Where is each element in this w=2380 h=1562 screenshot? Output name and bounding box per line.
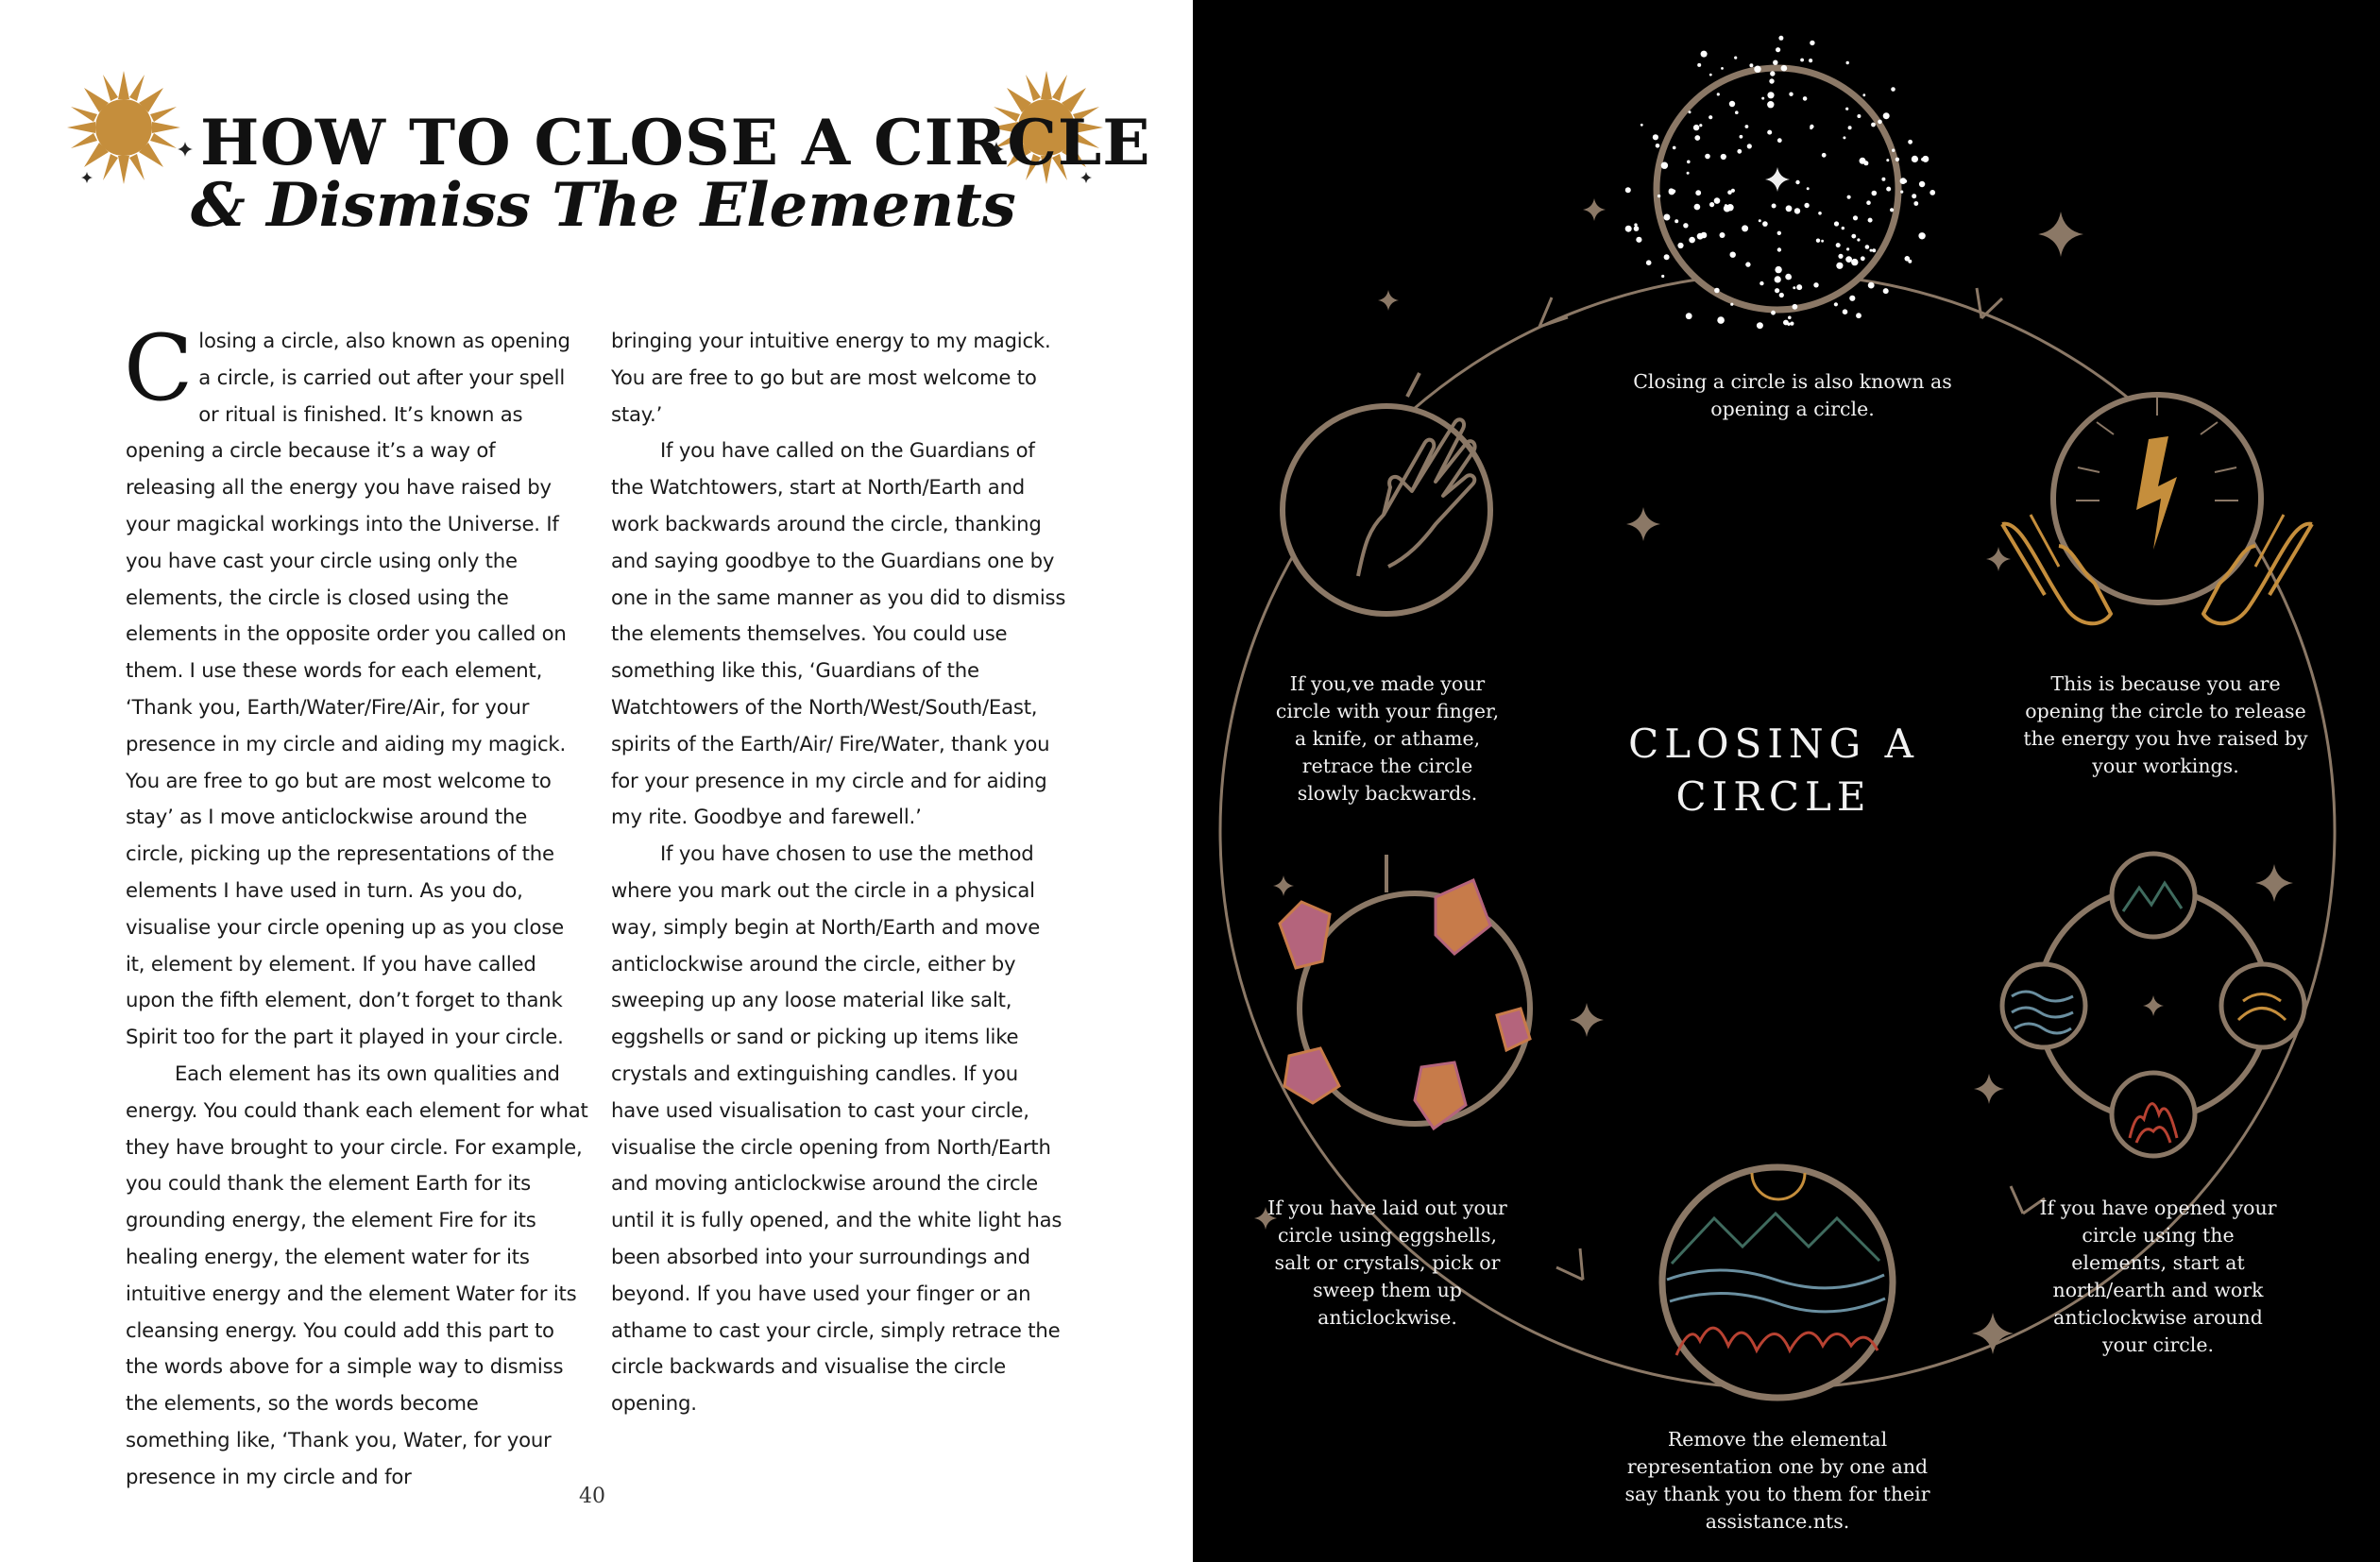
paragraph: Closing a circle, also known as opening a circle, is carried out after your spell or ritual is finished. It’s known as opening a circle because it’s a way of releasing all the energy you have raised by your magickal workings into the Universe. If you have cast your circle using only the elements, the circle is closed using the elements in the opposite order you called on them. I use these words for each element, ‘Thank you, Earth/Water/Fire/Air, for your presence in my circle and aiding my magick. You are free to go but are most welcome to stay’ as I move anticlockwise around the circle, picking up the representations of the elements I have used in turn. As you do, visualise your circle opening up as you close it, element by element. If you have called upon the fifth element, don’t forget to thank Spirit too for the part it played in your circle.	[124, 315, 570, 1049]
star-dot	[1847, 195, 1851, 199]
star-dot	[1790, 322, 1794, 326]
page-subtitle: & Dismiss The Elements	[191, 170, 1016, 241]
star-dot	[1721, 154, 1726, 160]
star-dot	[1878, 120, 1882, 125]
star-dot	[1689, 237, 1695, 244]
star-dot	[1918, 232, 1925, 239]
caption-top: Closing a circle is also known as opening a circle.	[1633, 370, 1952, 420]
star-dot	[1770, 71, 1775, 76]
star-dot	[1919, 181, 1925, 187]
star-dot	[1781, 65, 1788, 72]
star-dot	[1689, 110, 1692, 113]
star-dot	[1883, 288, 1889, 294]
star-dot	[1836, 243, 1841, 247]
caption-bottom-left: If you have laid out your circle using eggshells, salt or crystals, pick or sweep them up anticlockwise.	[1267, 1197, 1507, 1329]
star-dot	[1699, 124, 1702, 127]
star-dot	[1673, 146, 1676, 150]
drop-cap: C	[124, 315, 194, 421]
star-dot	[1775, 276, 1781, 282]
star-dot	[1730, 303, 1733, 306]
star-dot	[1851, 259, 1858, 265]
star-dot	[1745, 262, 1750, 266]
text-column-1	[124, 315, 588, 1496]
star-dot	[1857, 114, 1861, 118]
star-dot	[1860, 158, 1866, 164]
star-dot	[1800, 59, 1804, 62]
star-dot	[1842, 227, 1844, 229]
page-number: 40	[579, 1485, 605, 1508]
star-dot	[1734, 57, 1737, 59]
star-dot	[1664, 254, 1670, 260]
star-dot	[1674, 219, 1678, 223]
star-dot	[1636, 237, 1641, 243]
star-dot	[1779, 293, 1784, 297]
star-dot	[1834, 221, 1839, 226]
star-dot	[1862, 93, 1865, 96]
star-dot	[1762, 221, 1768, 227]
paragraph: Each element has its own qualities and energy. You could thank each element for what they have brought to your circle. For example, you could thank the element Earth for its grounding energy, the element Fire for its healing energy, the element water for its intuitive energy and the element Water for its cleansing energy. You could add this part to the words above for a simple way to dismiss the elements, so the words become something like, ‘Thank you, Water, for your presence in my circle and for	[126, 1061, 588, 1488]
star-dot	[1640, 124, 1643, 127]
star-dot	[1767, 92, 1774, 98]
star-dot	[1709, 202, 1714, 207]
star-dot	[1861, 256, 1865, 261]
star-dot	[1695, 190, 1701, 195]
star-dot	[1683, 223, 1688, 228]
star-dot	[1656, 144, 1660, 148]
star-dot	[1871, 123, 1876, 127]
star-dot	[1646, 260, 1652, 265]
star-dot	[1714, 197, 1721, 204]
star-dot	[1749, 63, 1753, 67]
lightning-hands-icon	[2002, 395, 2312, 623]
star-dot	[1687, 172, 1690, 175]
page-title: HOW TO CLOSE A CIRCLE	[200, 106, 1151, 179]
star-dot	[1789, 93, 1793, 96]
star-dot	[1771, 311, 1776, 315]
star-dot	[1708, 115, 1712, 119]
star-dot	[1886, 187, 1891, 192]
star-dot	[1886, 159, 1889, 161]
star-dot	[1761, 97, 1764, 100]
star-dot	[1769, 78, 1774, 83]
star-dot	[1634, 223, 1637, 226]
star-dot	[1669, 188, 1674, 193]
caption-bottom: Remove the elemental representation one by one and say thank you to them for their assistance.nts.	[1624, 1428, 1930, 1533]
star-dot	[1908, 260, 1912, 263]
star-dot	[1853, 215, 1858, 220]
paragraph: If you have chosen to use the method where you mark out the circle in a physical way, simply begin at North/Earth and move anticlockwise around the circle, either by sweeping up any loose material like salt, eggshells or sand or picking up items like crystals and extinguishing candles. If you have used visualisation to cast your circle, visualise the circle opening from North/Earth and moving anticlockwise around the circle until it is fully opened, and the white light has been absorbed into your surroundings and beyond. If you have used your finger or an athame to cast your circle, simply retrace the circle backwards and visualise the circle opening.	[611, 841, 1062, 1416]
star-dot	[1890, 208, 1894, 212]
star-dot	[1807, 187, 1810, 190]
caption-left: If you,ve made your circle with your finger, a knife, or athame, retrace the circle slowly backwards.	[1275, 672, 1500, 805]
star-dot	[1729, 101, 1735, 107]
star-dot	[1913, 201, 1918, 206]
star-dot	[1775, 288, 1779, 293]
star-dot	[1754, 66, 1760, 73]
star-dot	[1727, 190, 1732, 195]
star-dot	[1730, 252, 1736, 258]
star-dot	[1663, 214, 1670, 221]
star-dot	[1777, 247, 1781, 251]
star-dot	[1900, 191, 1903, 194]
star-dot	[1693, 125, 1699, 130]
star-dot	[1838, 254, 1843, 259]
star-dot	[1851, 234, 1856, 239]
star-dot	[1776, 47, 1780, 52]
star-dot	[1796, 284, 1802, 290]
star-dot	[1849, 296, 1855, 301]
star-dot	[1843, 309, 1848, 314]
star-dot	[1794, 208, 1800, 213]
star-dot	[1892, 149, 1895, 152]
caption-bottom-right: If you have opened your circle using the elements, start at north/earth and work anticlockwise around your circle.	[2039, 1197, 2277, 1356]
star-dot	[1865, 245, 1870, 249]
star-dot	[1868, 282, 1875, 289]
star-dot	[1745, 125, 1749, 128]
star-dot	[1742, 225, 1748, 231]
star-dot	[1809, 59, 1812, 62]
star-dot	[1661, 275, 1664, 278]
right-page	[1193, 0, 2380, 1562]
star-dot	[1872, 248, 1876, 252]
star-dot	[1705, 154, 1710, 160]
star-dot	[1721, 67, 1724, 70]
star-dot	[1687, 161, 1691, 164]
star-dot	[1921, 158, 1925, 161]
star-dot	[1709, 74, 1712, 76]
star-dot	[1625, 187, 1631, 193]
star-dot	[1834, 302, 1838, 306]
star-dot	[1930, 190, 1935, 195]
star-dot	[1783, 320, 1789, 326]
star-dot	[1777, 138, 1782, 143]
paragraph: If you have called on the Guardians of the Watchtowers, start at North/Earth and work backwards around the circle, thanking and saying goodbye to the Guardians one by one in the same manner as you did to dismiss the elements themselves. You could use something like this, ‘Guardians of the Watchtowers of the North/West/South/East, spirits of the Earth/Air/ Fire/Water, thank you for your presence in my circle and for aiding my rite. Goodbye and farewell.’	[611, 438, 1066, 829]
star-dot	[1872, 191, 1878, 196]
star-dot	[1778, 36, 1783, 41]
star-dot	[1803, 96, 1808, 101]
star-dot	[1881, 178, 1885, 181]
star-dot	[1697, 233, 1704, 240]
star-dot	[1904, 179, 1908, 183]
star-dot	[1883, 112, 1890, 119]
star-dot	[1836, 263, 1843, 269]
sun-icon-left	[67, 71, 180, 184]
star-dot	[1786, 205, 1793, 212]
star-dot	[1625, 226, 1632, 232]
star-dot	[1846, 61, 1849, 64]
star-dot	[1686, 313, 1692, 319]
star-dot	[1694, 204, 1701, 211]
hand-circle-icon	[1283, 373, 1490, 614]
star-dot	[1737, 149, 1742, 154]
star-dot	[1795, 180, 1799, 184]
star-dot	[1757, 322, 1763, 329]
star-dot	[1788, 316, 1792, 320]
star-dot	[1810, 41, 1814, 45]
star-dot	[1912, 194, 1916, 198]
star-dot	[1912, 156, 1918, 162]
star-dot	[1694, 135, 1700, 141]
star-dot	[1634, 226, 1640, 231]
star-dot	[1793, 304, 1798, 310]
diagram-title: CLOSING A CIRCLE	[1628, 721, 1919, 820]
star-dot	[1843, 136, 1845, 139]
star-dot	[1717, 316, 1725, 324]
star-dot	[1845, 256, 1852, 263]
star-dot	[1813, 282, 1818, 287]
star-dot	[1870, 249, 1873, 252]
star-dot	[1720, 232, 1726, 238]
star-dot	[1857, 238, 1860, 241]
landscape-circle-icon	[1662, 1167, 1893, 1398]
star-dot	[1740, 135, 1743, 139]
star-dot	[1701, 51, 1708, 58]
star-dot	[1735, 110, 1739, 114]
star-dot	[1856, 313, 1862, 318]
star-dot	[1773, 59, 1777, 64]
star-dot	[1816, 239, 1820, 243]
star-dot	[1777, 231, 1781, 235]
star-dot	[1846, 247, 1849, 250]
star-dot	[1760, 281, 1763, 285]
star-dot	[1726, 204, 1733, 211]
star-dot	[1772, 204, 1776, 209]
star-dot	[1848, 126, 1852, 129]
star-dot	[1759, 219, 1761, 222]
paragraph: bringing your intuitive energy to my magick. You are free to go but are most welcome to stay.’	[611, 329, 1051, 426]
star-dot	[1714, 288, 1720, 294]
star-dot	[1866, 200, 1871, 205]
star-dot	[1717, 93, 1720, 95]
star-dot	[1793, 286, 1795, 289]
star-dot	[1658, 195, 1660, 197]
star-dot	[1891, 87, 1896, 92]
star-dot	[1767, 101, 1774, 108]
star-dot	[1818, 212, 1822, 215]
star-dot	[1845, 108, 1848, 110]
text-column-2	[611, 323, 1069, 1422]
caption-right: This is because you are opening the circle to release the energy you hve raised by your workings.	[2023, 672, 2308, 777]
star-dot	[1775, 266, 1781, 273]
star-dot	[1661, 162, 1668, 169]
star-dot	[1697, 63, 1701, 67]
star-dot	[1787, 275, 1792, 280]
star-dot	[1653, 134, 1658, 140]
star-dot	[1821, 240, 1824, 243]
star-dot	[1810, 125, 1813, 128]
star-dot	[1868, 218, 1873, 223]
crystal-circle-icon	[1280, 855, 1530, 1129]
star-dot	[1896, 158, 1899, 161]
star-dot	[1677, 243, 1683, 248]
star-dot	[1767, 130, 1772, 135]
star-dot	[1747, 144, 1752, 148]
star-dot	[1908, 140, 1912, 144]
star-dot	[1822, 153, 1827, 158]
star-dot	[1804, 203, 1809, 208]
